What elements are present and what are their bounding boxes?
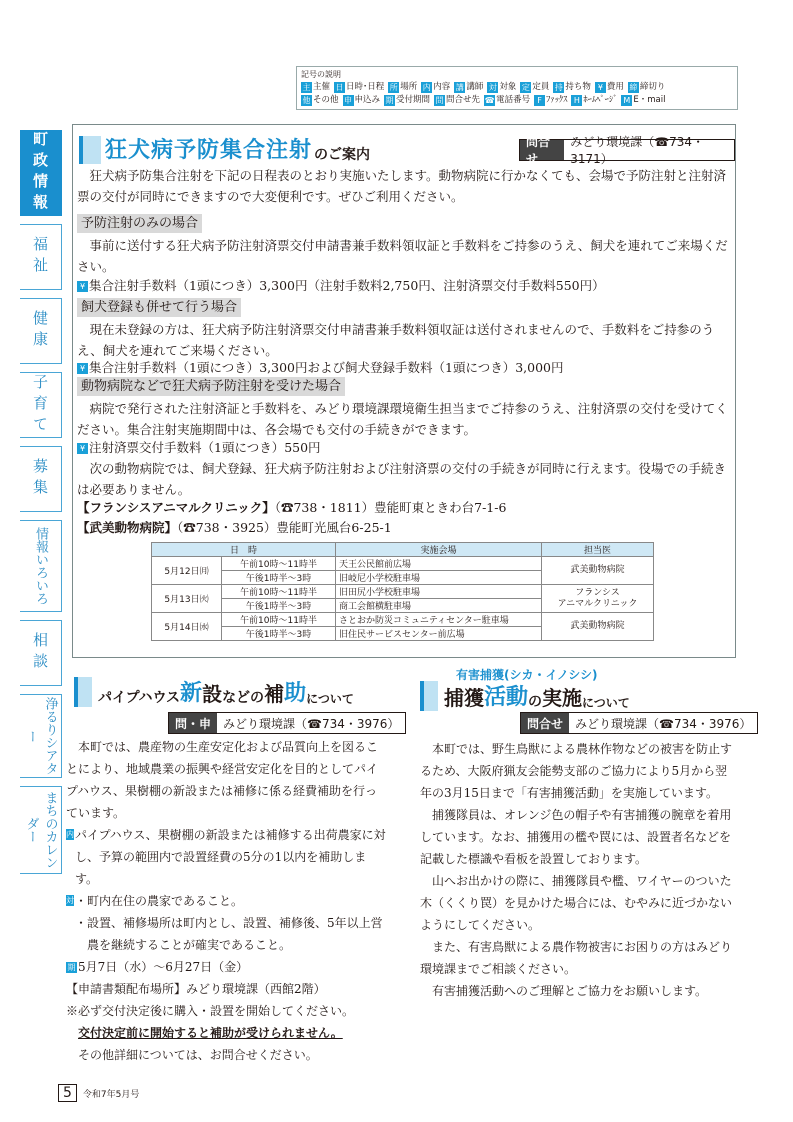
inquiry-value: みどり環境課（☎734・3171） bbox=[570, 135, 705, 166]
hunt-title-d: 実施 bbox=[542, 686, 583, 710]
legend-text: 締切り bbox=[639, 82, 666, 92]
legend-symbol-icon: 持 bbox=[554, 83, 563, 92]
legend-item bbox=[595, 81, 624, 94]
legend-text: 場所 bbox=[400, 82, 418, 92]
venue-cell: 旧岐尼小学校駐車場 bbox=[336, 571, 542, 585]
legend-text: ﾌｧｯｸｽ bbox=[546, 95, 568, 105]
legend-symbol-icon: 所 bbox=[389, 83, 398, 92]
section-sidebar bbox=[20, 130, 62, 882]
legend-symbol-icon: 内 bbox=[422, 83, 431, 92]
yen-icon: ¥ bbox=[77, 363, 88, 374]
legend-text: 申込み bbox=[354, 95, 381, 105]
venue-cell: 旧田尻小学校駐車場 bbox=[336, 585, 542, 599]
legend-row bbox=[301, 81, 733, 94]
page-footer bbox=[58, 1084, 139, 1102]
legend-item bbox=[621, 94, 665, 107]
legend-symbol-icon: M bbox=[621, 95, 632, 106]
time-cell: 午後1時半～3時 bbox=[222, 571, 336, 585]
sidebar-tab[interactable]: 相談 bbox=[20, 620, 62, 686]
legend-symbol-icon: 他 bbox=[302, 96, 311, 105]
date-cell: 5月13日㈫ bbox=[152, 585, 222, 613]
pipe-inquiry bbox=[168, 712, 406, 734]
pipe-period-text: 5月7日（水）～6月27日（金） bbox=[78, 960, 249, 974]
title-marker bbox=[79, 136, 101, 164]
legend-symbol-icon: ¥ bbox=[595, 82, 606, 93]
hunt-title-e: について bbox=[582, 696, 630, 710]
page-number: 5 bbox=[58, 1084, 77, 1102]
fee-line-1 bbox=[77, 276, 605, 296]
pipe-period bbox=[66, 956, 388, 978]
sidebar-tab[interactable]: 健康 bbox=[20, 298, 62, 364]
legend-symbol-icon: 主 bbox=[302, 83, 311, 92]
date-cell: 5月12日㈪ bbox=[152, 557, 222, 585]
clinic-1 bbox=[77, 498, 506, 518]
table-header-row bbox=[152, 543, 654, 557]
fee-line-2 bbox=[77, 358, 563, 378]
legend-item bbox=[301, 94, 339, 107]
heading-at-hospital: 動物病院などで狂犬病予防注射を受けた場合 bbox=[77, 377, 345, 396]
rabies-p3: 病院で発行された注射済証と手数料を、みどり環境課環境衛生担当までご持参のうえ、注射済票の交付を受けてください。集合注射実施期間中は、各会場でも交付の手続きができます。 bbox=[77, 401, 728, 437]
legend-text: 持ち物 bbox=[565, 82, 591, 92]
legend-text: 費用 bbox=[606, 82, 624, 92]
hunt-p4: また、有害鳥獣による農作物被害にお困りの方はみどり環境課までご相談ください。 bbox=[420, 940, 733, 976]
pipe-content-text: パイプハウス、果樹棚の新設または補修する出荷農家に対し、予算の範囲内で設置経費の5分の1以内を補助します。 bbox=[75, 828, 386, 886]
legend-text: 問合せ先 bbox=[446, 95, 481, 105]
legend-item bbox=[384, 94, 430, 107]
pipe-warning: 交付決定前に開始すると補助が受けられません。 bbox=[78, 1026, 343, 1040]
clinic-1-info: （☎738・1811）豊能町東ときわ台7-1-6 bbox=[274, 500, 507, 515]
legend-text: 日時･日程 bbox=[346, 82, 385, 92]
pipe-title-b: 新 bbox=[180, 681, 203, 706]
venue-cell: 天王公民館前広場 bbox=[336, 557, 542, 571]
sidebar-tab[interactable]: 情報いろいろ bbox=[20, 520, 62, 612]
pipe-body bbox=[66, 736, 388, 1066]
legend-text: 電話番号 bbox=[496, 95, 531, 105]
pipe-p1: 本町では、農産物の生産安定化および品質向上を図ることにより、地域農業の振興や経営安定化を目的としてパイプハウス、果樹棚の新設または補修に係る経費補助を行っています。 bbox=[66, 740, 379, 820]
clinic-2-name: 【武美動物病院】 bbox=[77, 520, 178, 535]
hunt-p1: 本町では、野生鳥獣による農林作物などの被害を防止するため、大阪府猟友会能勢支部のご協力により5月から翌年の3月15日まで「有害捕獲活動」を実施しています。 bbox=[420, 742, 733, 800]
rabies-article bbox=[72, 124, 736, 658]
legend-text: その他 bbox=[313, 95, 339, 105]
title-marker bbox=[74, 677, 92, 707]
hunt-p2: 捕獲隊員は、オレンジ色の帽子や有害捕獲の腕章を着用しています。なお、捕獲用の檻や罠には、設置者名などを記載した標識や看板を設置しております。 bbox=[420, 808, 732, 866]
time-cell: 午前10時～11時半 bbox=[222, 557, 336, 571]
header-venue: 実施会場 bbox=[336, 543, 542, 557]
legend-item bbox=[484, 94, 530, 107]
header-datetime: 日 時 bbox=[152, 543, 336, 557]
pipe-title-c: 設 bbox=[202, 682, 223, 706]
fee-line-3 bbox=[77, 438, 321, 458]
sidebar-tab[interactable]: 子育て bbox=[20, 372, 62, 438]
legend-title: 記号の説明 bbox=[301, 70, 341, 79]
inquiry-value: みどり環境課（☎734・3976） bbox=[575, 716, 752, 731]
time-cell: 午前10時～11時半 bbox=[222, 613, 336, 627]
legend-symbol-icon: 日 bbox=[335, 83, 344, 92]
legend-item bbox=[434, 94, 480, 107]
hunt-inquiry bbox=[520, 712, 758, 734]
venue-cell: 商工会館横駐車場 bbox=[336, 599, 542, 613]
time-cell: 午後1時半～3時 bbox=[222, 627, 336, 641]
legend-text: 内容 bbox=[433, 82, 451, 92]
hunt-title-b: 活動 bbox=[484, 685, 529, 710]
hunt-pretitle: 有害捕獲(シカ・イノシシ) bbox=[456, 668, 598, 682]
inquiry-label: 問合せ bbox=[521, 713, 569, 733]
period-icon: 期 bbox=[67, 963, 76, 972]
hunt-title bbox=[420, 680, 630, 711]
legend-text: ﾎｰﾑﾍﾟｰｼﾞ bbox=[583, 95, 618, 105]
legend-item bbox=[454, 81, 483, 94]
legend-symbol-icon: H bbox=[571, 95, 582, 106]
pipe-title-f: 助 bbox=[284, 681, 307, 706]
clinic-2-info: （☎738・3925）豊能町光風台6-25-1 bbox=[177, 520, 392, 535]
rabies-p4: 次の動物病院では、飼犬登録、狂犬病予防注射および注射済票の交付の手続きが同時に行えます。役場での手続きは必要ありません。 bbox=[77, 461, 727, 497]
target-icon: 対 bbox=[66, 896, 74, 905]
legend-symbol-icon: 締 bbox=[629, 83, 638, 92]
legend-text: 講師 bbox=[466, 82, 484, 92]
sidebar-tab[interactable]: 町政情報 bbox=[20, 130, 62, 216]
rabies-p2: 現在未登録の方は、狂犬病予防注射済票交付申請書兼手数料領収証は送付されませんので、手数料をご持参のうえ、飼犬を連れてご来場ください。 bbox=[77, 322, 715, 358]
pipe-note: ※必ず交付決定後に購入・設置を開始してください。 bbox=[66, 1004, 355, 1018]
legend-item bbox=[571, 94, 617, 107]
doctor-cell: フランシス アニマルクリニック bbox=[542, 585, 654, 613]
sidebar-tab[interactable]: まちのカレンダー bbox=[20, 786, 62, 874]
legend-symbol-icon: 対 bbox=[488, 83, 497, 92]
pipe-other: その他詳細については、お問合せください。 bbox=[78, 1048, 318, 1062]
venue-cell: さとおか防災コミュニティセンター駐車場 bbox=[336, 613, 542, 627]
inquiry-label: 問合せ bbox=[520, 140, 564, 160]
pipe-title-a: パイプハウス bbox=[98, 690, 181, 706]
pipe-title-d: などの bbox=[222, 690, 265, 706]
fee-3: 注射済票交付手数料（1頭につき）550円 bbox=[89, 440, 321, 455]
legend-symbol-icon: F bbox=[534, 95, 545, 106]
legend-text: 定員 bbox=[532, 82, 550, 92]
inquiry-label: 問・申 bbox=[169, 713, 217, 733]
inquiry-value: みどり環境課（☎734・3976） bbox=[223, 716, 400, 731]
hunt-p3: 山へお出かけの際に、捕獲隊員や檻、ワイヤーのついた木（くくり罠）を見かけた場合には、むやみに近づかないようにしてください。 bbox=[420, 874, 733, 932]
issue-date: 令和7年5月号 bbox=[82, 1089, 140, 1100]
legend-item bbox=[553, 81, 591, 94]
legend-item bbox=[487, 81, 516, 94]
legend-text: E・mail bbox=[633, 95, 666, 105]
legend-symbol-icon: 問 bbox=[435, 96, 444, 105]
clinic-2 bbox=[77, 518, 392, 538]
pipe-title-g: について bbox=[306, 692, 354, 706]
yen-icon: ¥ bbox=[77, 281, 88, 292]
sidebar-tab[interactable]: 福祉 bbox=[20, 224, 62, 290]
schedule-table bbox=[151, 542, 654, 641]
legend-item bbox=[388, 81, 417, 94]
legend-item bbox=[520, 81, 549, 94]
legend-item bbox=[421, 81, 450, 94]
legend-symbol-icon: 期 bbox=[385, 96, 394, 105]
time-cell: 午後1時半～3時 bbox=[222, 599, 336, 613]
date-cell: 5月14日㈬ bbox=[152, 613, 222, 641]
heading-injection-only: 予防注射のみの場合 bbox=[77, 214, 202, 233]
heading-with-registration: 飼犬登録も併せて行う場合 bbox=[77, 298, 241, 317]
legend-row bbox=[301, 94, 733, 107]
doctor-cell: 武美動物病院 bbox=[542, 613, 654, 641]
rabies-inquiry bbox=[519, 135, 735, 166]
rabies-p1: 事前に送付する狂犬病予防注射済票交付申請書兼手数料領収証と手数料をご持参のうえ、飼犬を連れてご来場ください。 bbox=[77, 238, 728, 274]
table-row bbox=[152, 613, 654, 627]
title-marker bbox=[420, 681, 438, 711]
legend-symbol-icon: 定 bbox=[521, 83, 530, 92]
legend-item bbox=[628, 81, 666, 94]
legend-item bbox=[343, 94, 381, 107]
pipe-title bbox=[74, 676, 354, 707]
pipe-title-e: 補 bbox=[264, 682, 285, 706]
legend-text: 対象 bbox=[499, 82, 517, 92]
legend-item bbox=[534, 94, 567, 107]
doctor-cell: 武美動物病院 bbox=[542, 557, 654, 585]
yen-icon: ¥ bbox=[77, 443, 88, 454]
hunt-body bbox=[420, 738, 736, 1002]
rabies-title-sub: のご案内 bbox=[314, 147, 371, 163]
hunt-title-c: の bbox=[528, 694, 543, 710]
rabies-intro: 狂犬病予防集合注射を下記の日程表のとおり実施いたします。動物病院に行かなくても、会場で予防注射と注射済票の交付が同時にできますので大変便利です。ぜひご利用ください。 bbox=[77, 168, 727, 204]
hunt-p5: 有害捕獲活動へのご理解とご協力をお願いします。 bbox=[432, 984, 708, 998]
sidebar-tab[interactable]: 浄るりシアター bbox=[20, 694, 62, 778]
rabies-title bbox=[79, 133, 370, 164]
legend-symbol-icon: 講 bbox=[455, 83, 464, 92]
legend-symbol-icon: 申 bbox=[344, 96, 353, 105]
legend-item bbox=[334, 81, 384, 94]
legend-text: 受付期間 bbox=[396, 95, 431, 105]
pipe-content bbox=[66, 824, 388, 890]
clinic-1-name: 【フランシスアニマルクリニック】 bbox=[77, 500, 275, 515]
table-row bbox=[152, 557, 654, 571]
legend-text: 主催 bbox=[313, 82, 331, 92]
pipe-target-2: ・設置、補修場所は町内とし、設置、補修後、5年以上営農を継続することが確実であること。 bbox=[75, 916, 383, 952]
table-row bbox=[152, 585, 654, 599]
sidebar-tab[interactable]: 募集 bbox=[20, 446, 62, 512]
header-doctor: 担当医 bbox=[542, 543, 654, 557]
pipe-target bbox=[66, 890, 388, 956]
venue-cell: 旧住民サービスセンター前広場 bbox=[336, 627, 542, 641]
symbol-legend bbox=[296, 66, 738, 110]
legend-item bbox=[301, 81, 330, 94]
legend-symbol-icon: ☎ bbox=[484, 96, 495, 105]
rabies-title-main: 狂犬病予防集合注射 bbox=[105, 138, 313, 163]
hunt-title-a: 捕獲 bbox=[444, 686, 484, 710]
time-cell: 午前10時～11時半 bbox=[222, 585, 336, 599]
fee-1: 集合注射手数料（1頭につき）3,300円（注射手数料2,750円、注射済票交付手数料550円） bbox=[89, 278, 605, 293]
pipe-dist: 【申請書類配布場所】みどり環境課（西館2階） bbox=[66, 982, 326, 996]
fee-2: 集合注射手数料（1頭につき）3,300円および飼犬登録手数料（1頭につき）3,000円 bbox=[89, 360, 564, 375]
content-icon: 内 bbox=[66, 830, 74, 839]
pipe-target-1: ・町内在住の農家であること。 bbox=[75, 894, 244, 908]
